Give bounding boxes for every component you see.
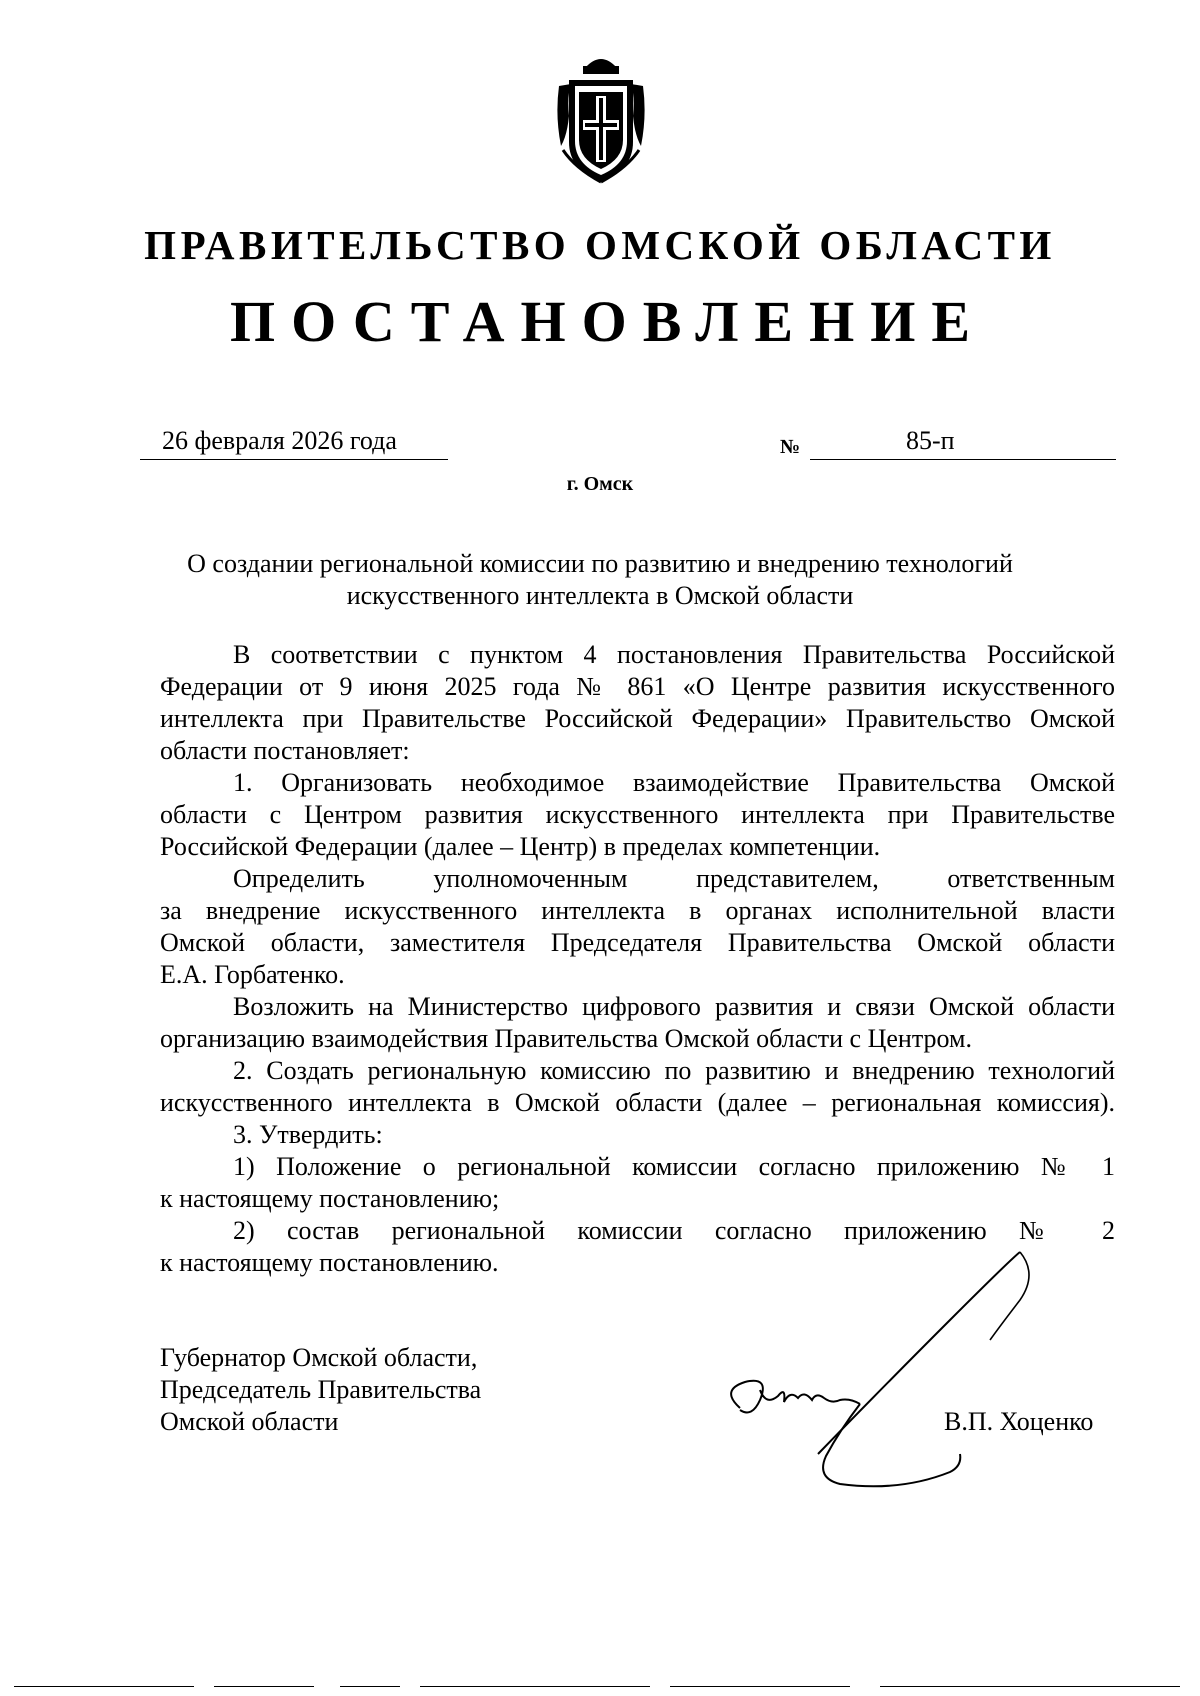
- omsk-coat-of-arms-icon: [555, 46, 647, 186]
- document-number: 85-п: [906, 426, 955, 455]
- body-line: за внедрение искусственного интеллекта в органах исполнительной власти: [160, 896, 1115, 925]
- body-line: к настоящему постановлению;: [160, 1184, 500, 1213]
- body-line: области с Центром развития искусственного интеллекта при Правительстве: [160, 800, 1115, 829]
- organization-title: ПРАВИТЕЛЬСТВО ОМСКОЙ ОБЛАСТИ: [144, 222, 1056, 268]
- number-sign: №: [780, 436, 801, 458]
- footer-rule: [670, 1686, 850, 1687]
- body-line: Федерации от 9 июня 2025 года № 861 «О Центре развития искусственного: [160, 672, 1115, 701]
- footer-rule: [880, 1686, 1180, 1687]
- body-line: 2) состав региональной комиссии согласно приложению № 2: [233, 1216, 1115, 1245]
- body-line: Определить уполномоченным представителем, ответственным: [233, 864, 1115, 893]
- signer-title-line: Председатель Правительства: [160, 1375, 482, 1404]
- signer-title-line: Омской области: [160, 1407, 339, 1436]
- number-field: [810, 422, 1116, 460]
- subject-line: искусственного интеллекта в Омской области: [346, 581, 854, 610]
- body-line: Е.А. Горбатенко.: [160, 960, 345, 989]
- body-line: 3. Утвердить:: [233, 1120, 383, 1149]
- body-line: Российской Федерации (далее – Центр) в пределах компетенции.: [160, 832, 881, 861]
- handwritten-signature: [700, 1240, 1120, 1490]
- body-line: Возложить на Министерство цифрового развития и связи Омской области: [233, 992, 1115, 1021]
- body-line: В соответствии с пунктом 4 постановления Правительства Российской: [233, 640, 1115, 669]
- document-subject: [160, 548, 1040, 612]
- body-line: 1) Положение о региональной комиссии согласно приложению № 1: [233, 1152, 1115, 1181]
- document-date: 26 февраля 2026 года: [162, 426, 397, 455]
- document-body: [160, 639, 1115, 1279]
- signer-title: [160, 1342, 481, 1438]
- footer-rule: [214, 1686, 314, 1687]
- document-type-title: ПОСТАНОВЛЕНИЕ: [229, 289, 987, 354]
- date-field: [140, 422, 448, 460]
- city: г. Омск: [566, 473, 634, 495]
- body-line: области постановляет:: [160, 736, 410, 765]
- subject-line: О создании региональной комиссии по развитию и внедрению технологий: [187, 549, 1013, 578]
- body-line: искусственного интеллекта в Омской области (далее – региональная комиссия).: [160, 1088, 1115, 1117]
- body-line: 1. Организовать необходимое взаимодействие Правительства Омской: [233, 768, 1115, 797]
- footer-rule: [14, 1686, 194, 1687]
- signer-name: В.П. Хоценко: [944, 1407, 1094, 1436]
- body-line: интеллекта при Правительстве Российской Федерации» Правительство Омской: [160, 704, 1115, 733]
- footer-rule: [340, 1686, 400, 1687]
- body-line: к настоящему постановлению.: [160, 1248, 499, 1277]
- footer-rule: [420, 1686, 650, 1687]
- body-line: 2. Создать региональную комиссию по развитию и внедрению технологий: [233, 1056, 1115, 1085]
- body-line: организацию взаимодействия Правительства Омской области с Центром.: [160, 1024, 972, 1053]
- body-line: Омской области, заместителя Председателя Правительства Омской области: [160, 928, 1115, 957]
- signer-title-line: Губернатор Омской области,: [160, 1343, 478, 1372]
